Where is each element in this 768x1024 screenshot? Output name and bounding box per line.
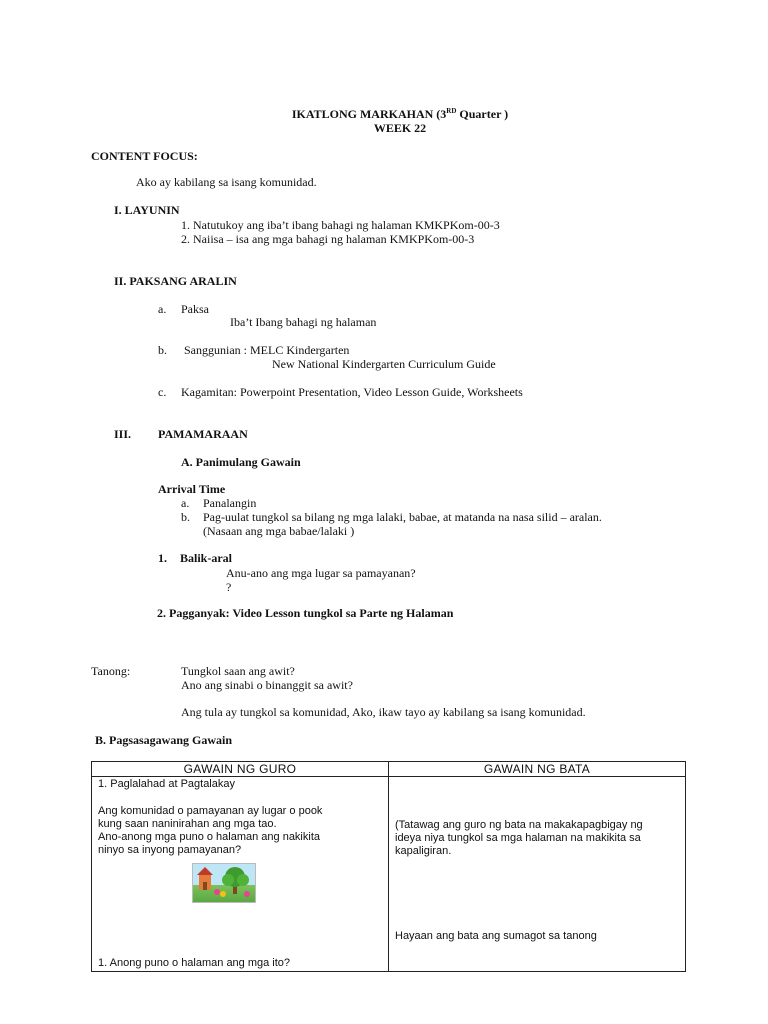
week-label: WEEK 22 bbox=[373, 121, 427, 135]
balik-aral-heading: Balik-aral bbox=[180, 551, 233, 565]
paksa-label: Paksa bbox=[181, 302, 209, 316]
guro-line-4: Ano-anong mga puno o halaman ang nakikita bbox=[98, 831, 320, 843]
list-marker-a: a. bbox=[158, 302, 167, 316]
tree-house-illustration bbox=[193, 864, 255, 902]
header-gawain-ng-guro: GAWAIN NG GURO bbox=[92, 762, 389, 777]
guro-line-3: kung saan naninirahan ang mga tao. bbox=[98, 818, 277, 830]
pagganyak-heading: 2. Pagganyak: Video Lesson tungkol sa Parte ng Halaman bbox=[157, 606, 454, 620]
activity-table bbox=[91, 761, 686, 972]
table-header-row bbox=[92, 762, 686, 777]
sanggunian-label: Sanggunian : MELC Kindergarten bbox=[184, 343, 350, 357]
arrival-item-1: Panalangin bbox=[203, 496, 257, 510]
arrival-item-2-sub: (Nasaan ang mga babae/lalaki ) bbox=[203, 524, 355, 538]
balik-aral-question-2: ? bbox=[226, 580, 232, 594]
pamamaraan-number: III. bbox=[114, 427, 132, 441]
bata-line-2: ideya niya tungkol sa mga halaman na makikita sa bbox=[395, 832, 641, 844]
plants-community-image bbox=[192, 863, 256, 903]
tanong-answer: Ang tula ay tungkol sa komunidad, Ako, ikaw tayo ay kabilang sa isang komunidad. bbox=[181, 705, 586, 719]
tanong-question-2: Ano ang sinabi o binanggit sa awit? bbox=[181, 678, 353, 692]
list-marker-b: b. bbox=[158, 343, 167, 357]
sanggunian-value: New National Kindergarten Curriculum Guide bbox=[272, 357, 496, 371]
guro-line-6: 1. Anong puno o halaman ang mga ito? bbox=[98, 957, 291, 969]
title-text: IKATLONG MARKAHAN (3 bbox=[291, 107, 447, 121]
layunin-item-2: 2. Naiisa – isa ang mga bahagi ng halaman KMKPKom-00-3 bbox=[181, 232, 475, 246]
balik-aral-question: Anu-ano ang mga lugar sa pamayanan? bbox=[226, 566, 416, 580]
guro-line-1: 1. Paglalahad at Pagtalakay bbox=[98, 778, 235, 790]
bata-line-1: (Tatawag ang guro ng bata na makakapagbigay ng bbox=[395, 819, 643, 831]
pamamaraan-heading: PAMAMARAAN bbox=[158, 427, 248, 441]
paksa-value: Iba’t Ibang bahagi ng halaman bbox=[230, 315, 377, 329]
table-row bbox=[92, 777, 686, 972]
arrival-marker-a: a. bbox=[181, 496, 190, 510]
layunin-item-1: 1. Natutukoy ang iba’t ibang bahagi ng halaman KMKPKom-00-3 bbox=[181, 218, 500, 232]
list-marker-c: c. bbox=[158, 385, 167, 399]
bata-line-4: Hayaan ang bata ang sumagot sa tanong bbox=[395, 930, 597, 942]
arrival-item-2: Pag-uulat tungkol sa bilang ng mga lalaki, babae, at matanda na nasa silid – aralan. bbox=[203, 510, 602, 524]
guro-line-2: Ang komunidad o pamayanan ay lugar o pook bbox=[98, 805, 323, 817]
guro-cell bbox=[92, 777, 389, 972]
pagsasagawang-gawain-heading: B. Pagsasagawang Gawain bbox=[95, 733, 233, 747]
bata-line-3: kapaligiran. bbox=[395, 845, 452, 857]
layunin-heading: I. LAYUNIN bbox=[114, 203, 180, 217]
panimulang-gawain-heading: A. Panimulang Gawain bbox=[181, 455, 301, 469]
arrival-marker-b: b. bbox=[181, 510, 190, 524]
guro-line-5: ninyo sa inyong pamayanan? bbox=[98, 844, 242, 856]
tanong-label: Tanong: bbox=[91, 664, 131, 678]
content-focus-text: Ako ay kabilang sa isang komunidad. bbox=[136, 175, 317, 189]
title-quarter: Quarter ) bbox=[456, 107, 509, 121]
content-focus-label: CONTENT FOCUS: bbox=[91, 149, 198, 163]
tanong-question-1: Tungkol saan ang awit? bbox=[181, 664, 295, 678]
doc-title bbox=[200, 107, 600, 121]
title-superscript: RD bbox=[446, 107, 457, 115]
bata-cell bbox=[389, 777, 686, 972]
paksang-aralin-heading: II. PAKSANG ARALIN bbox=[114, 274, 237, 288]
arrival-time-heading: Arrival Time bbox=[158, 482, 226, 496]
kagamitan-text: Kagamitan: Powerpoint Presentation, Video Lesson Guide, Worksheets bbox=[181, 385, 523, 399]
header-gawain-ng-bata: GAWAIN NG BATA bbox=[389, 762, 686, 777]
balik-aral-number: 1. bbox=[158, 551, 167, 565]
